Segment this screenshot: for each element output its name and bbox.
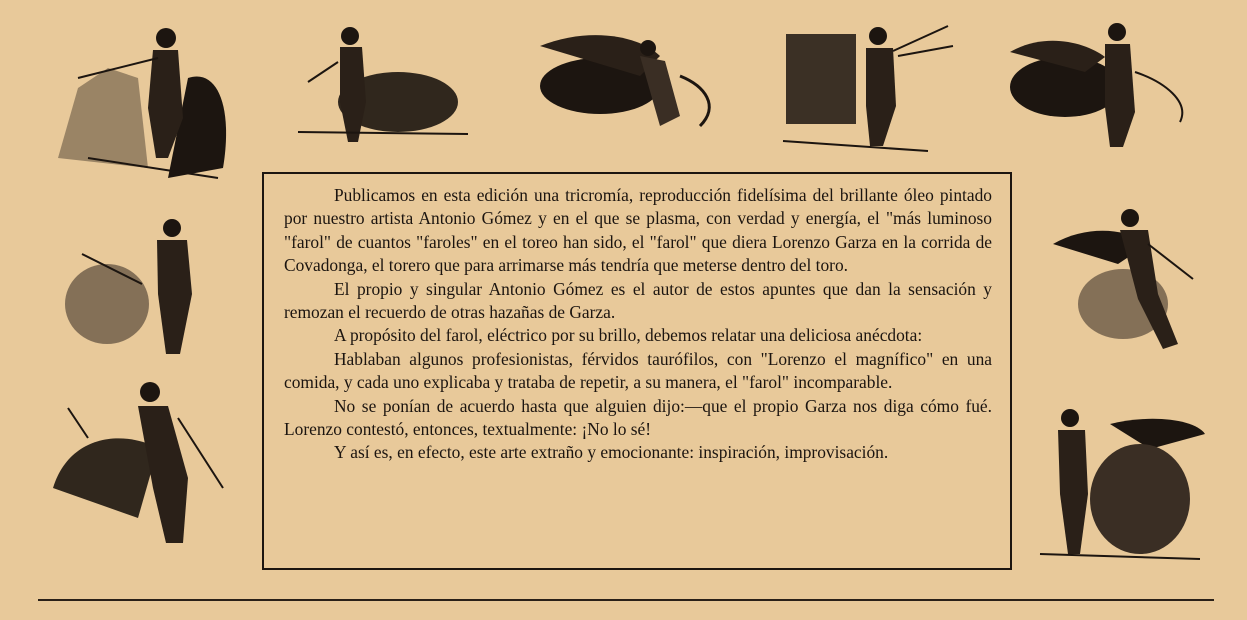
bullfighter-sketch-right-middle-icon [1048,204,1198,354]
bullfighter-bull-sketch-icon [288,22,478,152]
article-paragraph-4: Hablaban algunos profesionistas, férvidos taurófilos, con "Lorenzo el magnífico" en una comida, y cada uno explicaba y trataba de repetir, a su manera, el "farol" incomparable. [284,348,992,393]
article-text-box [262,172,1012,570]
article-paragraph-6: Y así es, en efecto, este arte extraño y emocionante: inspiración, improvisación. [334,442,889,463]
bullfighter-sketch-right-bottom-icon [1030,404,1208,562]
article-paragraph-1: Publicamos en esta edición una tricromía, reproducción fidelísima del brillante óleo pintado por nuestro artista Antonio Gómez y en el que se plasma, con verdad y energía, el "más luminoso "farol" de cuantos "faroles" en el toreo han sido, el "farol" que diera Lorenzo Garza en la corrida de Covadonga, el torero que para arrimarse más tendría que meterse dentro del toro. [284,185,992,276]
bullfighter-banderillas-sketch-icon [778,16,963,156]
article-paragraph-2: El propio y singular Antonio Gómez es el autor de estos apuntes que dan la sensación y remozan el recuerdo de otras hazañas de Garza. [284,278,992,323]
article-paragraph-3: A propósito del farol, eléctrico por su brillo, debemos relatar una deliciosa anécdota: [334,325,923,346]
bullfighter-bull-sketch-right-icon [1005,12,1195,152]
bull-charging-sketch-icon [530,26,725,138]
bullfighter-cape-sketch-icon [48,18,238,190]
bullfighter-sketch-left-bottom-icon [48,378,228,553]
article-paragraph-5: No se ponían de acuerdo hasta que alguien dijo:—que el propio Garza nos diga cómo fué. Lorenzo contestó, entonces, textualmente: ¡No lo sé! [284,395,992,440]
bottom-divider [38,599,1214,601]
bullfighter-sketch-left-middle-icon [62,214,212,359]
